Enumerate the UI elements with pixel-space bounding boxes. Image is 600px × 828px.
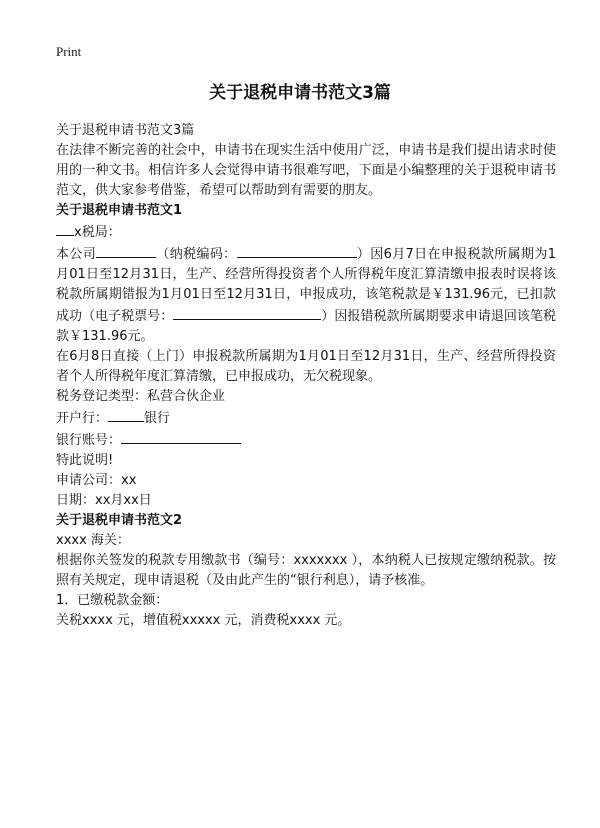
section2-taxes: 关税xxxx 元，增值税xxxxx 元，消费税xxxx 元。 [56,613,351,628]
section1-heading: 关于退税申请书范文1 [56,203,183,218]
p1-tax-code-label: （纳税编码： [156,247,237,262]
e-ticket-blank [173,305,321,320]
p1-main-text: ）因6月7日在申报税款所属期为1月01日至12月31日，生产、经营所得投资者个人所得税年度汇算清缴申报表时误将该税款所属期错报为1月01日至12月31日，申报成功，该笔税款是￥131.96元，已扣款成功（电子税票号： [56,247,556,324]
blank-field [56,221,74,236]
tax-code-blank [237,243,357,258]
section2-heading: 关于退税申请书范文2 [56,513,183,528]
p1-ending-text: ）因报错税款所属期要求申请退回该笔税款￥131.96元。 [56,309,556,344]
section2-item1: 1．已缴税款金额： [56,593,169,608]
intro-paragraph: 在法律不断完善的社会中，申请书在现实生活中使用广泛，申请书是我们提出请求时使用的一种文书。相信许多人会觉得申请书很难写吧，下面是小编整理的关于退税申请书范文，供大家参考借鉴，希望可以帮助到有需要的朋友。 [56,143,556,198]
account-blank [121,429,241,444]
print-link[interactable]: Print [56,44,82,59]
company-name-blank [96,243,156,258]
tax-registration-type: 税务登记类型：私营合伙企业 [56,389,226,404]
bank-blank [108,407,144,422]
bank-line [56,407,556,429]
section1-paragraph1 [56,243,556,347]
salutation-text: x税局： [74,225,121,240]
section2-paragraph1: 根据你关签发的税款专用缴款书（编号：xxxxxxx ），本纳税人已按规定缴纳税款。按照有关规定，现申请退税（及由此产生的“银行利息），请予核准。 [56,553,556,588]
bank-suffix: 银行 [144,411,171,426]
document-title: 关于退税申请书范文3篇 [209,83,391,103]
document-body [56,121,556,631]
section2-salutation: xxxx 海关： [56,533,130,548]
bank-label: 开户行： [56,411,109,426]
account-label: 银行账号： [56,433,122,448]
section1-salutation [56,221,556,243]
p1-company-label: 本公司 [56,247,97,262]
special-note: 特此说明! [56,453,114,468]
account-line [56,429,556,451]
section1-paragraph2: 在6月8日直接（上门）申报税款所属期为1月01日至12月31日，生产、经营所得投资者个人所得税年度汇算清缴，已申报成功，无欠税现象。 [56,349,556,384]
applicant-company: 申请公司：xx [56,473,137,488]
application-date: 日期：xx月xx日 [56,493,152,508]
document-subtitle: 关于退税申请书范文3篇 [56,123,195,138]
